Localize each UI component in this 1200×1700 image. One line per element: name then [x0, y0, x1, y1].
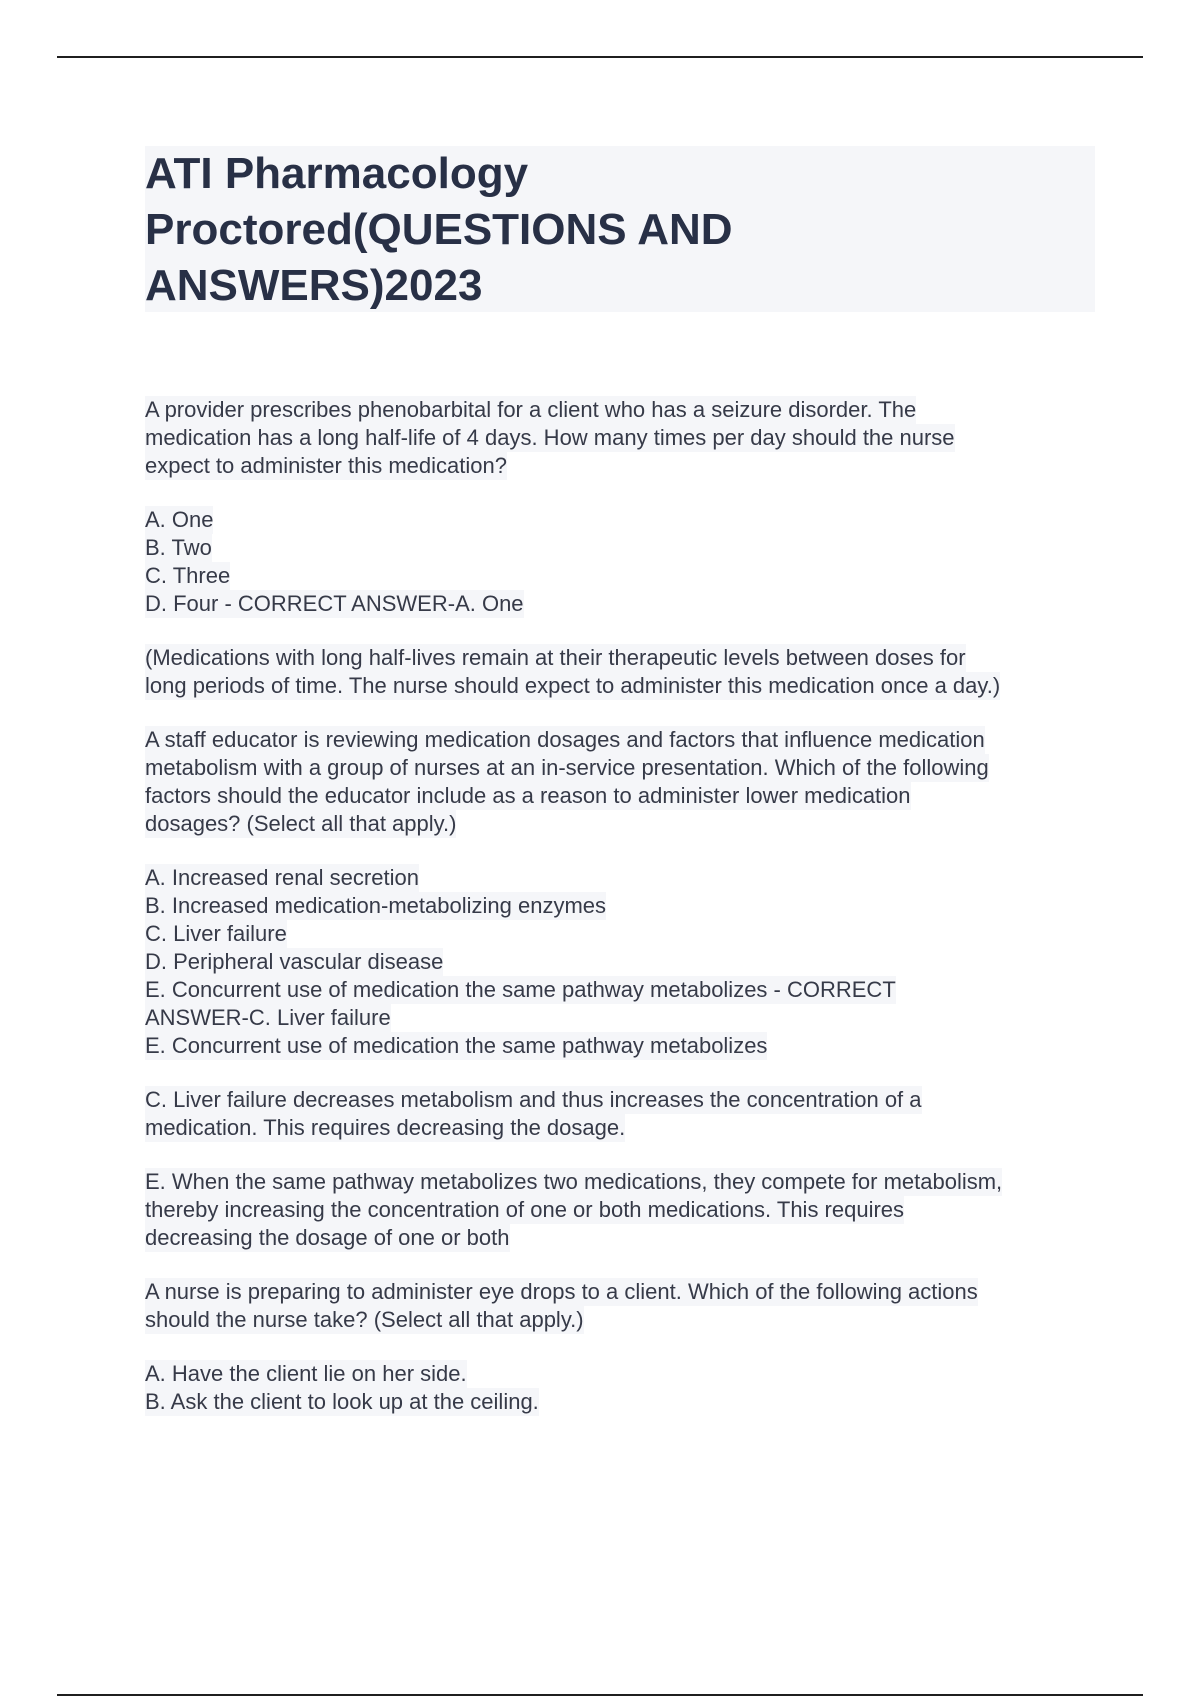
answer-option: B. Two	[145, 535, 212, 560]
title-line: ATI Pharmacology	[145, 149, 529, 198]
document-page	[145, 146, 1095, 1416]
text-line: medication has a long half-life of 4 days. How many times per day should the nurse	[145, 425, 955, 450]
text-line: E. When the same pathway metabolizes two medications, they compete for metabolism,	[145, 1169, 1003, 1194]
answer-option: C. Three	[145, 563, 231, 588]
text-line: A nurse is preparing to administer eye drops to a client. Which of the following actions	[145, 1279, 978, 1304]
answer-option: B. Ask the client to look up at the ceiling.	[145, 1389, 539, 1414]
text-line: A provider prescribes phenobarbital for a client who has a seizure disorder. The	[145, 397, 917, 422]
answer-option: A. Have the client lie on her side.	[145, 1361, 467, 1386]
document-body	[145, 396, 1095, 1416]
question-3-stem	[145, 1278, 1095, 1334]
question-1-stem	[145, 396, 1095, 480]
text-line: metabolism with a group of nurses at an in-service presentation. Which of the following	[145, 755, 989, 780]
text-line: (Medications with long half-lives remain at their therapeutic levels between doses for	[145, 645, 966, 670]
answer-option: C. Liver failure	[145, 921, 287, 946]
bottom-rule	[57, 1694, 1143, 1696]
question-1-rationale	[145, 644, 1095, 700]
answer-option: E. Concurrent use of medication the same pathway metabolizes	[145, 1033, 768, 1058]
question-1-options	[145, 506, 1095, 618]
top-rule	[57, 56, 1143, 58]
title-line: ANSWERS)2023	[145, 261, 483, 310]
question-2-stem	[145, 726, 1095, 838]
text-line: decreasing the dosage of one or both	[145, 1225, 510, 1250]
question-2-rationale-e	[145, 1168, 1095, 1252]
answer-option: ANSWER-C. Liver failure	[145, 1005, 391, 1030]
answer-option: D. Peripheral vascular disease	[145, 949, 444, 974]
answer-option: D. Four - CORRECT ANSWER-A. One	[145, 591, 524, 616]
document-title	[145, 146, 1095, 314]
text-line: A staff educator is reviewing medication dosages and factors that influence medication	[145, 727, 985, 752]
text-line: medication. This requires decreasing the dosage.	[145, 1115, 626, 1140]
text-line: expect to administer this medication?	[145, 453, 507, 478]
text-line: thereby increasing the concentration of one or both medications. This requires	[145, 1197, 905, 1222]
answer-option: A. One	[145, 507, 214, 532]
text-line: should the nurse take? (Select all that apply.)	[145, 1307, 584, 1332]
text-line: dosages? (Select all that apply.)	[145, 811, 457, 836]
text-line: C. Liver failure decreases metabolism and thus increases the concentration of a	[145, 1087, 922, 1112]
question-3-options	[145, 1360, 1095, 1416]
title-block	[145, 146, 1095, 312]
answer-option: A. Increased renal secretion	[145, 865, 419, 890]
question-2-rationale-c	[145, 1086, 1095, 1142]
title-line: Proctored(QUESTIONS AND	[145, 205, 733, 254]
question-2-options	[145, 864, 1095, 1060]
text-line: factors should the educator include as a reason to administer lower medication	[145, 783, 911, 808]
text-line: long periods of time. The nurse should expect to administer this medication once a day.)	[145, 673, 1001, 698]
answer-option: B. Increased medication-metabolizing enzymes	[145, 893, 607, 918]
answer-option: E. Concurrent use of medication the same pathway metabolizes - CORRECT	[145, 977, 896, 1002]
